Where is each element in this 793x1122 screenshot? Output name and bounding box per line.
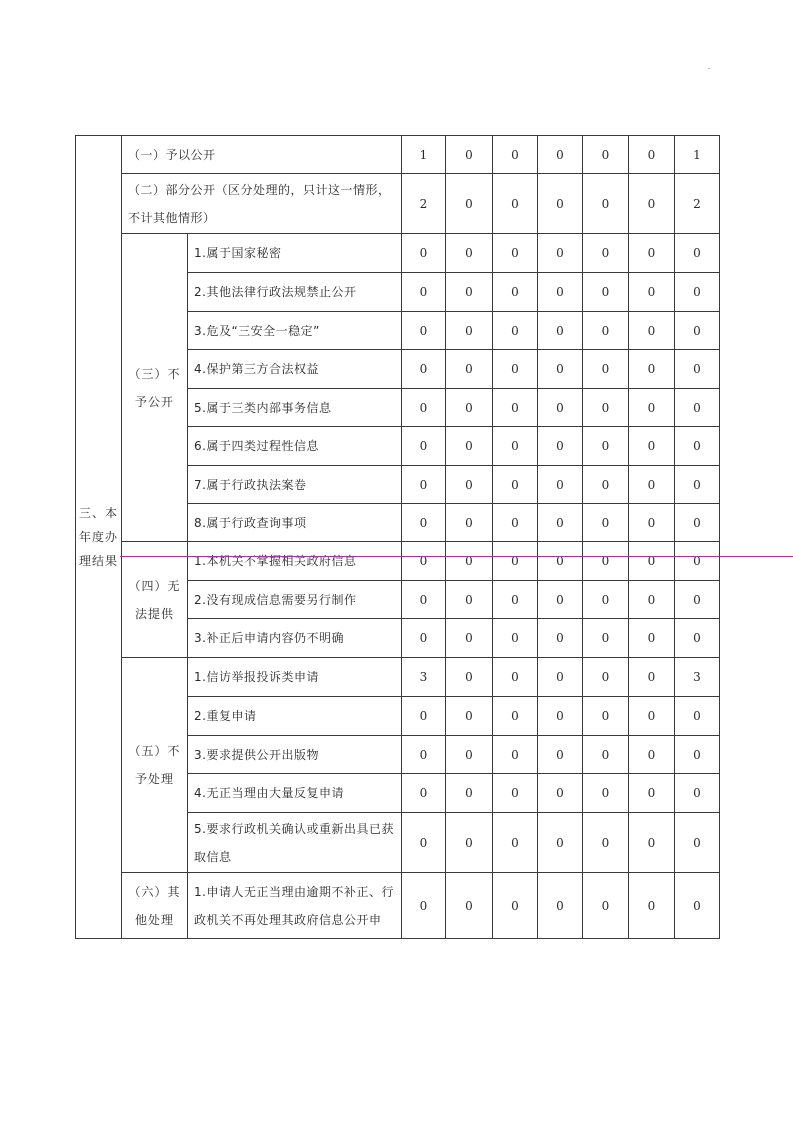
value-cell: 0 [493, 466, 538, 504]
row-label: 2.重复申请 [188, 697, 402, 736]
row-label: 1.申请人无正当理由逾期不补正、行政机关不再处理其政府信息公开申 [188, 873, 402, 939]
value-cell: 0 [538, 427, 583, 466]
table-row [76, 873, 720, 939]
value-cell: 0 [583, 174, 629, 234]
row-label: 6.属于四类过程性信息 [188, 427, 402, 466]
value-cell: 0 [538, 542, 583, 581]
value-cell: 0 [629, 813, 675, 873]
value-cell: 0 [446, 619, 493, 658]
value-cell: 0 [675, 697, 720, 736]
value-cell: 0 [583, 312, 629, 350]
value-cell: 0 [493, 813, 538, 873]
value-cell: 0 [538, 466, 583, 504]
value-cell: 0 [675, 389, 720, 427]
value-cell: 0 [629, 581, 675, 619]
value-cell: 0 [493, 873, 538, 939]
value-cell: 0 [583, 234, 629, 273]
value-cell: 0 [629, 174, 675, 234]
value-cell: 0 [583, 736, 629, 774]
value-cell: 0 [583, 427, 629, 466]
value-cell: 0 [629, 774, 675, 813]
value-cell: 0 [446, 466, 493, 504]
value-cell: 0 [675, 234, 720, 273]
value-cell: 0 [675, 581, 720, 619]
value-cell: 0 [493, 234, 538, 273]
value-cell: 0 [446, 542, 493, 581]
value-cell: 0 [629, 389, 675, 427]
value-cell: 0 [675, 504, 720, 542]
value-cell: 0 [675, 427, 720, 466]
value-cell: 0 [446, 350, 493, 389]
value-cell: 0 [629, 234, 675, 273]
value-cell: 0 [675, 466, 720, 504]
value-cell: 0 [629, 658, 675, 697]
row-label: 5.属于三类内部事务信息 [188, 389, 402, 427]
value-cell: 0 [402, 736, 446, 774]
row-label: 1.信访举报投诉类申请 [188, 658, 402, 697]
table-row [76, 234, 720, 273]
value-cell: 0 [583, 697, 629, 736]
value-cell: 0 [675, 873, 720, 939]
value-cell: 0 [629, 350, 675, 389]
value-cell: 0 [402, 542, 446, 581]
results-table [75, 135, 720, 939]
value-cell: 0 [538, 619, 583, 658]
value-cell: 0 [538, 581, 583, 619]
row-label: 7.属于行政执法案卷 [188, 466, 402, 504]
row-label: 4.保护第三方合法权益 [188, 350, 402, 389]
value-cell: 0 [675, 273, 720, 312]
value-cell: 0 [402, 273, 446, 312]
value-cell: 0 [538, 736, 583, 774]
value-cell: 0 [675, 350, 720, 389]
value-cell: 0 [583, 658, 629, 697]
value-cell: 0 [583, 774, 629, 813]
value-cell: 0 [493, 136, 538, 174]
value-cell: 0 [583, 136, 629, 174]
value-cell: 0 [538, 273, 583, 312]
value-cell: 0 [583, 466, 629, 504]
row-label: 3.要求提供公开出版物 [188, 736, 402, 774]
value-cell: 0 [493, 174, 538, 234]
value-cell: 0 [583, 542, 629, 581]
table-row [76, 542, 720, 581]
value-cell: 0 [446, 697, 493, 736]
value-cell: 0 [493, 312, 538, 350]
value-cell: 0 [493, 542, 538, 581]
value-cell: 0 [402, 619, 446, 658]
value-cell: 0 [538, 136, 583, 174]
value-cell: 0 [583, 873, 629, 939]
results-table-body [76, 136, 720, 939]
value-cell: 0 [629, 427, 675, 466]
value-cell: 0 [629, 312, 675, 350]
value-cell: 0 [446, 504, 493, 542]
value-cell: 0 [583, 389, 629, 427]
group-label: （五）不予处理 [122, 658, 188, 873]
value-cell: 0 [446, 774, 493, 813]
value-cell: 0 [446, 736, 493, 774]
value-cell: 0 [446, 873, 493, 939]
value-cell: 0 [629, 466, 675, 504]
row-label: 4.无正当理由大量反复申请 [188, 774, 402, 813]
scan-speck [708, 68, 710, 69]
value-cell: 0 [629, 136, 675, 174]
value-cell: 0 [493, 273, 538, 312]
table-row [76, 658, 720, 697]
value-cell: 0 [675, 542, 720, 581]
value-cell: 0 [675, 312, 720, 350]
value-cell: 0 [675, 813, 720, 873]
section-label-cell: 三、本年度办理结果 [76, 136, 122, 939]
value-cell: 1 [675, 136, 720, 174]
value-cell: 0 [402, 697, 446, 736]
value-cell: 0 [675, 619, 720, 658]
value-cell: 0 [538, 174, 583, 234]
value-cell: 0 [402, 350, 446, 389]
value-cell: 0 [675, 774, 720, 813]
value-cell: 0 [402, 774, 446, 813]
value-cell: 0 [629, 619, 675, 658]
value-cell: 0 [538, 873, 583, 939]
value-cell: 0 [446, 389, 493, 427]
group-label: （四）无法提供 [122, 542, 188, 658]
value-cell: 0 [446, 273, 493, 312]
value-cell: 0 [446, 234, 493, 273]
value-cell: 0 [446, 813, 493, 873]
value-cell: 0 [629, 873, 675, 939]
row-label: 3.补正后申请内容仍不明确 [188, 619, 402, 658]
value-cell: 0 [493, 427, 538, 466]
row-label: 5.要求行政机关确认或重新出具已获取信息 [188, 813, 402, 873]
value-cell: 0 [402, 581, 446, 619]
group-label: （六）其他处理 [122, 873, 188, 939]
table-row [76, 136, 720, 174]
value-cell: 0 [446, 658, 493, 697]
value-cell: 0 [538, 658, 583, 697]
value-cell: 0 [583, 273, 629, 312]
value-cell: 0 [402, 389, 446, 427]
row-label: （一）予以公开 [122, 136, 402, 174]
value-cell: 0 [493, 736, 538, 774]
value-cell: 0 [446, 427, 493, 466]
row-label: 2.其他法律行政法规禁止公开 [188, 273, 402, 312]
value-cell: 0 [402, 813, 446, 873]
value-cell: 0 [629, 504, 675, 542]
value-cell: 3 [675, 658, 720, 697]
value-cell: 0 [446, 581, 493, 619]
value-cell: 2 [402, 174, 446, 234]
row-label: 1.属于国家秘密 [188, 234, 402, 273]
value-cell: 0 [446, 174, 493, 234]
value-cell: 0 [538, 389, 583, 427]
row-label: 3.危及“三安全一稳定” [188, 312, 402, 350]
row-label: 1.本机关不掌握相关政府信息 [188, 542, 402, 581]
value-cell: 1 [402, 136, 446, 174]
value-cell: 0 [629, 273, 675, 312]
value-cell: 0 [538, 312, 583, 350]
value-cell: 0 [402, 466, 446, 504]
value-cell: 0 [446, 136, 493, 174]
value-cell: 0 [402, 234, 446, 273]
value-cell: 0 [402, 873, 446, 939]
value-cell: 0 [629, 542, 675, 581]
value-cell: 0 [402, 504, 446, 542]
value-cell: 0 [402, 312, 446, 350]
value-cell: 0 [538, 697, 583, 736]
value-cell: 0 [629, 736, 675, 774]
value-cell: 0 [493, 581, 538, 619]
value-cell: 0 [493, 350, 538, 389]
value-cell: 0 [583, 619, 629, 658]
table-row [76, 174, 720, 234]
value-cell: 0 [493, 774, 538, 813]
value-cell: 0 [583, 504, 629, 542]
value-cell: 2 [675, 174, 720, 234]
value-cell: 0 [538, 774, 583, 813]
value-cell: 0 [583, 813, 629, 873]
row-label: 8.属于行政查询事项 [188, 504, 402, 542]
value-cell: 0 [493, 619, 538, 658]
value-cell: 0 [675, 736, 720, 774]
value-cell: 0 [493, 697, 538, 736]
value-cell: 0 [583, 581, 629, 619]
pen-mark-line [120, 556, 793, 557]
row-label: （二）部分公开（区分处理的，只计这一情形，不计其他情形） [122, 174, 402, 234]
value-cell: 0 [538, 504, 583, 542]
value-cell: 0 [538, 350, 583, 389]
row-label: 2.没有现成信息需要另行制作 [188, 581, 402, 619]
value-cell: 0 [538, 813, 583, 873]
value-cell: 0 [629, 697, 675, 736]
value-cell: 0 [402, 427, 446, 466]
group-label: （三）不予公开 [122, 234, 188, 542]
value-cell: 0 [583, 350, 629, 389]
value-cell: 3 [402, 658, 446, 697]
value-cell: 0 [493, 504, 538, 542]
value-cell: 0 [493, 389, 538, 427]
value-cell: 0 [538, 234, 583, 273]
value-cell: 0 [493, 658, 538, 697]
value-cell: 0 [446, 312, 493, 350]
